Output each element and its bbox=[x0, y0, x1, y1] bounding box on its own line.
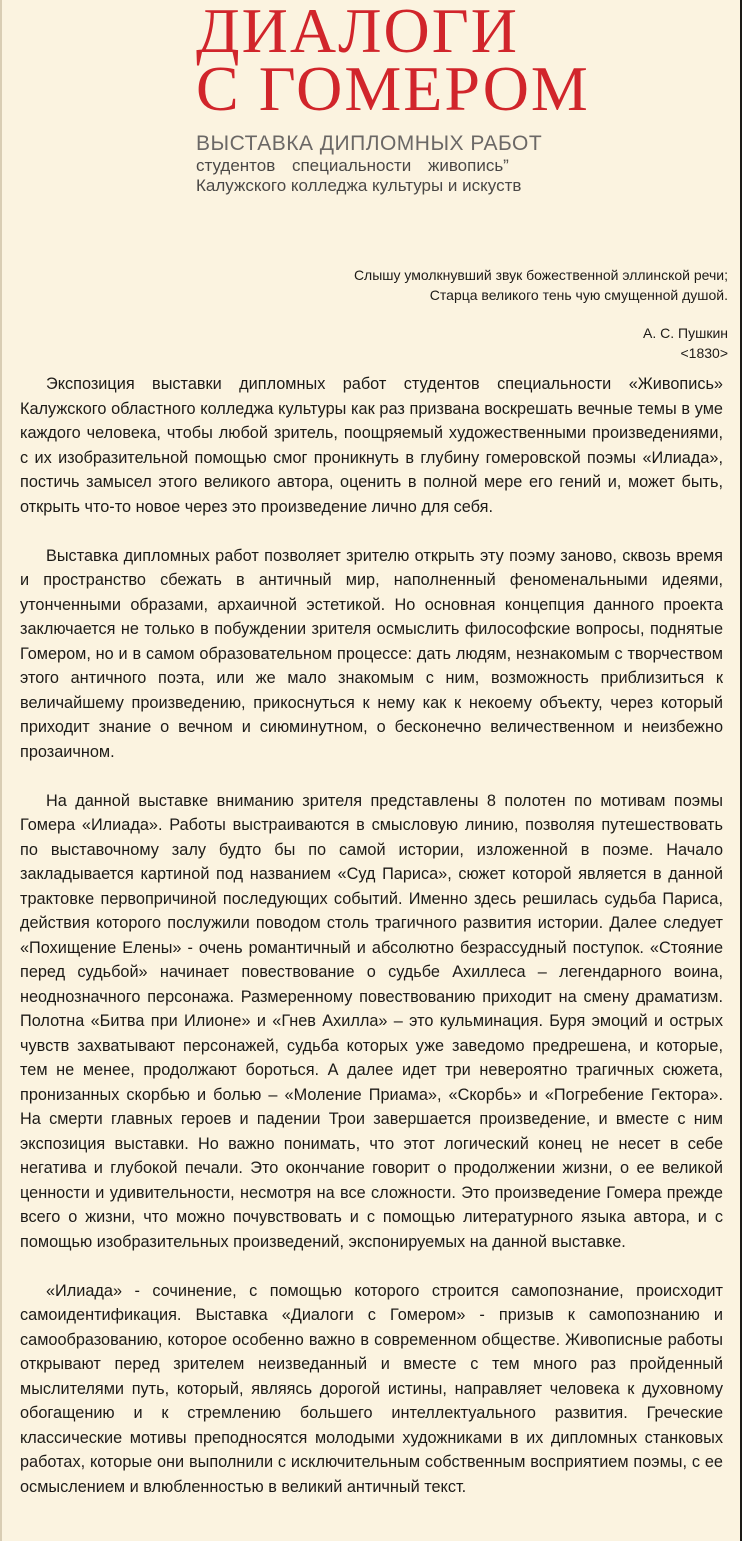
epigraph-line-2: Старца великого тень чую смущенной душой. bbox=[429, 287, 728, 303]
title-line-1: ДИАЛОГИ bbox=[196, 0, 519, 66]
subtitle-students: студентов специальности живопись” bbox=[196, 156, 509, 175]
paragraph-2: Выставка дипломных работ позволяет зрителю открыть эту поэму заново, сквозь время и пространство сбежать в античный мир, наполненный феноменальными идеями, утонченными образами, архаичной эстетикой. Но основная концепция данного проекта заключается не только в побуждении зрителя осмыслить философские вопросы, поднятые Гомером, но и в самом образовательном процессе: дать людям, незнакомым с творчеством этого античного поэта, или же мало знакомым с ним, возможность приблизиться к величайшему произведению, прикоснуться к нему как к некоему объекту, через который приходит знание о вечном и сиюминутном, о бесконечно величественном и неизбежно прозаичном. bbox=[20, 546, 723, 761]
epigraph-year: <1830> bbox=[680, 345, 728, 361]
title-line-2: С ГОМЕРОМ bbox=[196, 53, 590, 124]
paragraph-4: «Илиада» - сочинение, с помощью которого строится самопознание, происходит самоидентификация. Выставка «Диалоги с Гомером» - призыв к самопознанию и самообразованию, которое особенно важно в современном обществе. Живописные работы открывают перед зрителем неизведанный и вместе с тем много раз пройденный мыслителями путь, который, являясь дорогой истины, направляет человека к духовному обогащению и к стремлению большего интеллектуального развития. Греческие классические мотивы преподносятся молодыми художниками в их дипломных станковых работах, которые они выполнили с исключительным собственным восприятием поэмы, с ее осмыслением и влюбленностью в великий античный текст. bbox=[20, 1281, 723, 1496]
subtitle-college: Калужского колледжа культуры и искуств bbox=[196, 176, 522, 195]
document-header bbox=[196, 0, 590, 196]
article-body bbox=[20, 372, 723, 1524]
epigraph-author: А. С. Пушкин bbox=[643, 325, 728, 341]
epigraph bbox=[354, 265, 728, 363]
paragraph-1: Экспозиция выставки дипломных работ студентов специальности «Живопись» Калужского областного колледжа культуры как раз призвана воскрешать вечные темы в уме каждого человека, чтобы любой зритель, поощряемый художественными произведениями, с их изобразительной помощью смог проникнуть в глубину гомеровской поэмы «Илиада», постичь замысел этого великого автора, оценить в полной мере его гений и, может быть, открыть что-то новое через это произведение лично для себя. bbox=[20, 375, 723, 516]
epigraph-line-1: Слышу умолкнувший звук божественной эллинской речи; bbox=[353, 267, 728, 283]
exhibition-subtitle: ВЫСТАВКА ДИПЛОМНЫХ РАБОТ bbox=[196, 132, 543, 155]
paragraph-3: На данной выставке вниманию зрителя представлены 8 полотен по мотивам поэмы Гомера «Илиада». Работы выстраиваются в смысловую линию, позволяя путешествовать по выставочному залу будто бы по самой истории, изложенной в поэме. Начало закладывается картиной под названием «Суд Париса», сюжет которой является в данной трактовке первопричиной последующих событий. Именно здесь решилась судьба Париса, действия которого послужили поводом столь трагичного развития истории. Далее следует «Похищение Елены» - очень романтичный и абсолютно безрассудный поступок. «Стояние перед судьбой» начинает повествование о судьбе Ахиллеса – легендарного воина, неоднозначного персонажа. Размеренному повествованию приходит на смену драматизм. Полотна «Битва при Илионе» и «Гнев Ахилла» – это кульминация. Буря эмоций и острых чувств захватывают персонажей, судьба которых уже заведомо предрешена, и которые, тем не менее, продолжают бороться. А далее идет три невероятно трагичных сюжета, пронизанных скорбью и болью – «Моление Приама», «Скорбь» и «Погребение Гектора». На смерти главных героев и падении Трои завершается произведение, и вместе с ним экспозиция выставки. Но важно понимать, что этот логический конец не несет в себе негатива и глубокой печали. Это окончание говорит о продолжении жизни, о ее великой ценности и удивительности, несмотря на все сложности. Это произведение Гомера прежде всего о жизни, что можно почувствовать и с помощью литературного языка автора, и с помощью изобразительных произведений, экспонируемых на данной выставке. bbox=[20, 791, 723, 1251]
page-left-edge bbox=[0, 0, 2, 1541]
